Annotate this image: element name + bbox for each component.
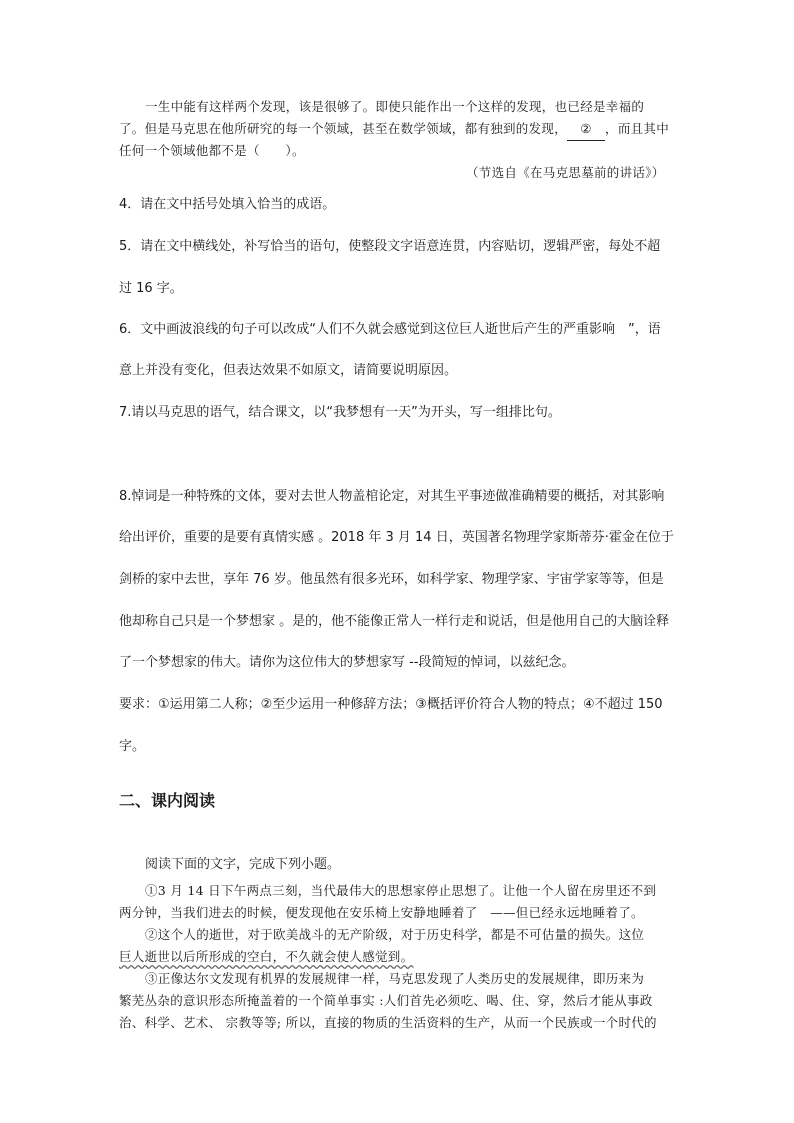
paragraph-3-line-1: ③正像达尔文发现有机界的发展规律一样，马克思发现了人类历史的发展规律，即历来为 — [145, 971, 645, 986]
question-8-line-4: 他却称自己只是一个梦想家 。是的，他不能像正常人一样行走和说话，但是他用自己的大脑诠释 — [119, 614, 670, 629]
question-5-line-2: 过 16 字。 — [119, 281, 183, 296]
paragraph-3-line-2: 繁芜丛杂的意识形态所掩盖着的一个简单事实 :人们首先必须吃、喝、住、穿，然后才能从事政 — [119, 993, 653, 1008]
question-5-line-1: 5．请在文中横线处，补写恰当的语句，使整段文字语意连贯，内容贴切，逻辑严密，每处不超 — [119, 239, 661, 254]
question-8-line-3: 剑桥的家中去世，享年 76 岁。他虽然有很多光环，如科学家、物理学家、宇宙学家等等，但是 — [119, 572, 664, 587]
requirements-line-2: 字。 — [119, 739, 146, 754]
paragraph-1-line-2: 两分钟，当我们进去的时候，便发现他在安乐椅上安静地睡着了 ——但已经永远地睡着了。 — [119, 905, 644, 920]
question-6-line-2: 意上并没有变化，但表达效果不如原文，请简要说明原因。 — [119, 363, 458, 378]
paragraph-2-line-1: ②这个人的逝世，对于欧美战斗的无产阶级，对于历史科学，都是不可估量的损失。这位 — [145, 927, 645, 942]
passage-line-2 — [119, 118, 669, 141]
question-8-line-2: 给出评价，重要的是要有真情实感 。2018 年 3 月 14 日，英国著名物理学家斯蒂芬·霍金在位于 — [119, 530, 674, 545]
paragraph-3-line-3: 治、科学、艺术、 宗教等等; 所以，直接的物质的生活资料的生产，从而一个民族或一个时代的 — [119, 1015, 657, 1030]
paragraph-2-line-2-wavy: 巨人逝世以后所形成的空白，不久就会使人感觉到。 — [119, 949, 414, 964]
passage-line-3: 任何一个领域他都不是（ ）。 — [119, 143, 305, 158]
paragraph-1-line-1: ①3 月 14 日下午两点三刻，当代最伟大的思想家停止思想了。让他一个人留在房里还不到 — [145, 883, 657, 898]
passage-line-2-tail: ，而且其中 — [605, 121, 670, 136]
question-4: 4．请在文中括号处填入恰当的成语。 — [119, 197, 336, 212]
fill-blank-2: ② — [567, 118, 605, 141]
passage-line-1: 一生中能有这样两个发现，该是很够了。即使只能作出一个这样的发现，也已经是幸福的 — [145, 99, 645, 114]
question-6-line-1: 6．文中画波浪线的句子可以改成“人们不久就会感觉到这位巨人逝世后产生的严重影响 ”，语 — [119, 322, 661, 337]
question-8-line-5: 了一个梦想家的伟大。请你为这位伟大的梦想家写 --段简短的悼词，以兹纪念。 — [119, 655, 575, 670]
passage-source: （节选自《在马克思墓前的讲话》） — [466, 165, 665, 180]
question-7: 7.请以马克思的语气，结合课文，以“我梦想有一天”为开头，写一组排比句。 — [119, 405, 561, 420]
passage-line-2-text: 了。但是马克思在他所研究的每一个领域，甚至在数学领域，都有独到的发现， — [119, 121, 568, 136]
question-8-line-1: 8.悼词是一种特殊的文体，要对去世人物盖棺论定，对其生平事迹做准确精要的概括，对其影响 — [119, 489, 665, 504]
requirements-line-1: 要求：①运用第二人称；②至少运用一种修辞方法；③概括评价符合人物的特点；④不超过 150 — [119, 697, 663, 712]
reading-instruction: 阅读下面的文字，完成下列小题。 — [145, 857, 341, 872]
section-2-heading: 二、课内阅读 — [119, 791, 216, 810]
